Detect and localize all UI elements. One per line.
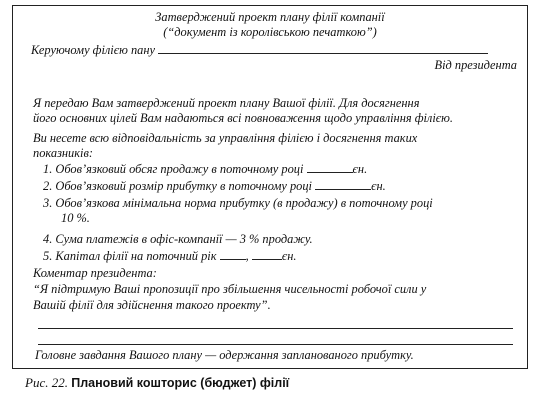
item-number: 1. — [43, 162, 53, 176]
comment-label: Коментар президента: — [33, 266, 157, 280]
item-blank — [307, 162, 353, 173]
divider-line — [38, 328, 513, 329]
addressee-blank — [158, 43, 488, 54]
para2-line1: Ви несете всю відповідальність за управління філією і досягнення таких — [33, 131, 418, 145]
figure-caption — [25, 375, 289, 391]
from-president: Від президента — [434, 58, 517, 72]
item-text: Капітал філії на поточний рік — [55, 249, 217, 263]
list-item — [43, 196, 433, 210]
comment-line1: “Я підтримую Ваші пропозиції про збільшення чисельності робочої сили у — [33, 282, 427, 296]
list-item: 5. Капітал філії на поточний рік , єн. — [43, 249, 297, 263]
item-number: 2. — [43, 179, 53, 193]
divider-line — [38, 344, 513, 345]
addressee-label: Керуючому філією пану — [31, 43, 156, 57]
form-subtitle: (“документ із королівською печаткою”) — [163, 25, 377, 39]
item-suffix: єн. — [352, 162, 368, 176]
item-blank — [220, 249, 246, 260]
item-suffix: єн. — [371, 179, 386, 193]
item-number: 5. — [43, 249, 53, 263]
footer-note: Головне завдання Вашого плану — одержання запланованого прибутку. — [35, 348, 414, 362]
item-text: Обов’язковий обсяг продажу в поточному році — [55, 162, 304, 176]
item-blank — [252, 249, 282, 260]
budget-form-frame — [12, 5, 528, 369]
list-item — [43, 179, 386, 193]
form-title: Затверджений проект плану філії компанії — [155, 10, 385, 24]
item-text: Обов’язковий розмір прибутку в поточному році — [55, 179, 312, 193]
item-number: 4. — [43, 232, 53, 246]
item-blank — [315, 179, 371, 190]
item-text: Сума платежів в офіс-компанії — 3 % продажу. — [55, 232, 313, 246]
caption-prefix: Рис. 22. — [25, 375, 68, 390]
comment-line2: Вашій філії для здійснення такого проекту”. — [33, 298, 271, 312]
para1-line2: його основних цілей Вам надаються всі повноваження щодо управління філією. — [33, 111, 454, 125]
caption-title: Плановий кошторис (бюджет) філії — [71, 376, 290, 390]
item-suffix: єн. — [281, 249, 297, 263]
para1-line1: Я передаю Вам затверджений проект плану Вашої філії. Для досягнення — [33, 96, 420, 110]
list-item — [43, 162, 367, 176]
para2-line2: показників: — [33, 146, 93, 160]
item-text: Обов’язкова мінімальна норма прибутку (в продажу) в поточному році — [55, 196, 433, 210]
item-number: 3. — [43, 196, 53, 210]
addressee-line — [31, 43, 488, 57]
item-continuation: 10 %. — [61, 211, 90, 225]
list-item — [43, 232, 313, 246]
